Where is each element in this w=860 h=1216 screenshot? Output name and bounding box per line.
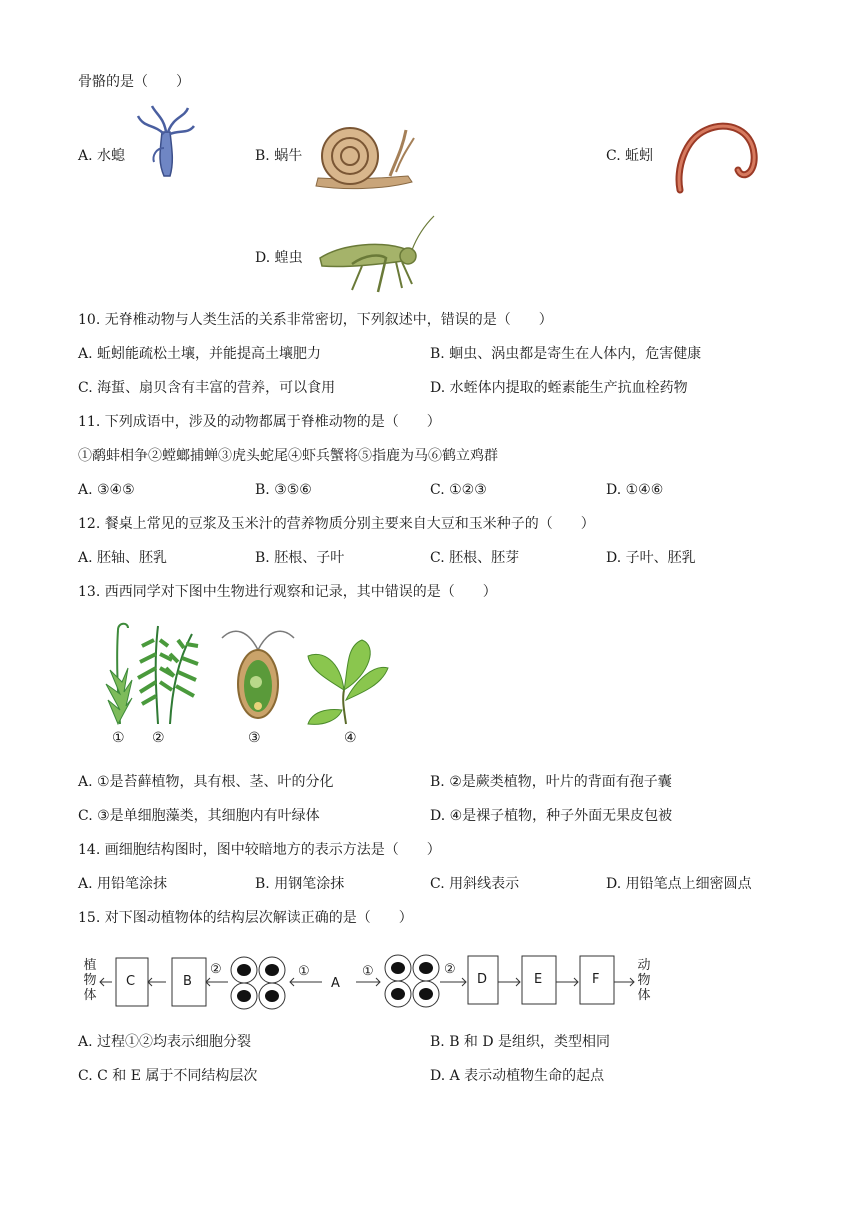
q9-option-d: D. 蝗虫 [255, 250, 303, 266]
q13-stem: 13. 西西同学对下图中生物进行观察和记录，其中错误的是（ ） [78, 584, 497, 600]
q10-option-d: D. 水蛭体内提取的蛭素能生产抗血栓药物 [430, 380, 688, 396]
q14-stem: 14. 画细胞结构图时，图中较暗地方的表示方法是（ ） [78, 842, 441, 858]
q11-option-d: D. ①④⑥ [606, 482, 664, 498]
q12-option-c: C. 胚根、胚芽 [430, 550, 520, 566]
q9-option-c: C. 蚯蚓 [606, 148, 654, 164]
plant-body-label: 植物体 [83, 958, 97, 1003]
q13-figure-label-3: ③ [248, 730, 261, 746]
q13-figure-label-2: ② [152, 730, 165, 746]
box-c-label: C [126, 974, 136, 989]
q15-option-d: D. A 表示动植物生命的起点 [430, 1068, 605, 1084]
q13-figure-label-4: ④ [344, 730, 357, 746]
box-b-label: B [183, 974, 192, 989]
q10-option-c: C. 海蜇、扇贝含有丰富的营养，可以食用 [78, 380, 336, 396]
q13-figure-label-1: ① [112, 730, 125, 746]
q12-option-a: A. 胚轴、胚乳 [78, 550, 168, 566]
step-2-right-label: ② [444, 962, 456, 977]
q11-idioms: ①鹬蚌相争②螳螂捕蝉③虎头蛇尾④虾兵蟹将⑤指鹿为马⑥鹤立鸡群 [78, 448, 498, 464]
q14-option-c: C. 用斜线表示 [430, 876, 520, 892]
q11-option-c: C. ①②③ [430, 482, 487, 498]
q10-option-b: B. 蛔虫、涡虫都是寄生在人体内，危害健康 [430, 346, 702, 362]
q11-option-b: B. ③⑤⑥ [255, 482, 312, 498]
q11-option-a: A. ③④⑤ [78, 482, 135, 498]
q12-stem: 12. 餐桌上常见的豆浆及玉米汁的营养物质分别主要来自大豆和玉米种子的（ ） [78, 516, 595, 532]
q13-option-a: A. ①是苔藓植物，具有根、茎、叶的分化 [78, 774, 334, 790]
step-1-left-label: ① [298, 964, 310, 979]
cell-a-label: A [331, 976, 340, 991]
step-1-right-label: ① [362, 964, 374, 979]
q15-stem: 15. 对下图动植物体的结构层次解读正确的是（ ） [78, 910, 413, 926]
q9-option-b: B. 蜗牛 [255, 148, 303, 164]
q13-option-c: C. ③是单细胞藻类，其细胞内有叶绿体 [78, 808, 320, 824]
q12-option-d: D. 子叶、胚乳 [606, 550, 696, 566]
animal-body-label: 动物体 [637, 958, 651, 1003]
q14-option-b: B. 用钢笔涂抹 [255, 876, 345, 892]
q10-stem: 10. 无脊椎动物与人类生活的关系非常密切，下列叙述中，错误的是（ ） [78, 312, 553, 328]
step-2-left-label: ② [210, 962, 222, 977]
q9-option-a: A. 水螅 [78, 148, 126, 164]
box-d-label: D [477, 972, 488, 987]
q15-option-c: C. C 和 E 属于不同结构层次 [78, 1068, 258, 1084]
q11-stem: 11. 下列成语中，涉及的动物都属于脊椎动物的是（ ） [78, 414, 441, 430]
q13-option-d: D. ④是裸子植物，种子外面无果皮包被 [430, 808, 673, 824]
q12-option-b: B. 胚根、子叶 [255, 550, 345, 566]
q14-option-a: A. 用铅笔涂抹 [78, 876, 168, 892]
q15-option-a: A. 过程①②均表示细胞分裂 [78, 1034, 252, 1050]
box-e-label: E [534, 972, 543, 987]
q10-option-a: A. 蚯蚓能疏松土壤，并能提高土壤肥力 [78, 346, 322, 362]
box-f-label: F [592, 972, 600, 987]
q9-stem-tail: 骨骼的是（ ） [78, 74, 190, 90]
q14-option-d: D. 用铅笔点上细密圆点 [606, 876, 752, 892]
q13-option-b: B. ②是蕨类植物，叶片的背面有孢子囊 [430, 774, 672, 790]
q15-option-b: B. B 和 D 是组织，类型相同 [430, 1034, 611, 1050]
